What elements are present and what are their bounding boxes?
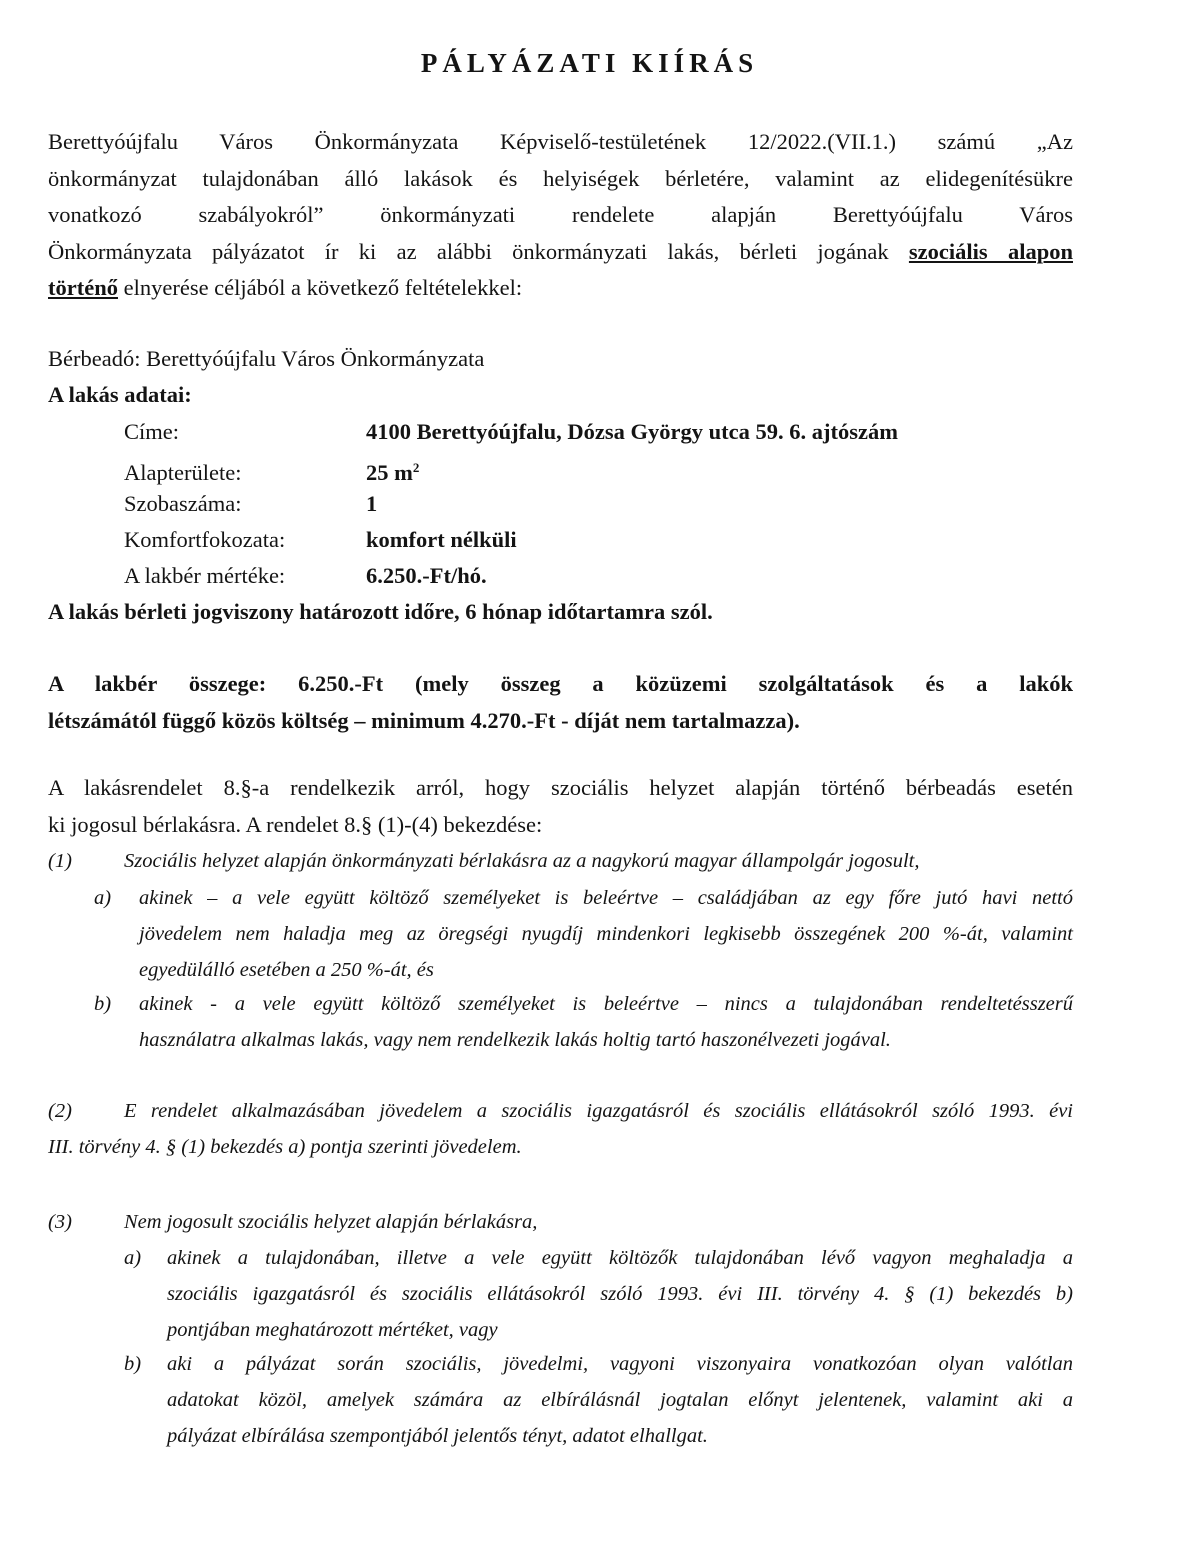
- intro-line: Berettyóújfalu Város Önkormányzata Képviselő-testületének 12/2022.(VII.1.) számú „Az: [48, 129, 1073, 154]
- section-3-item-a: akinek a tulajdonában, illetve a vele együtt költözők tulajdonában lévő vagyon meghaladja a szociális igazgatásról és szociális ellátásokról szóló 1993. évi III. törvény 4. § (1) bekezdés b) pontjában meghatározott mértéket, vagy: [167, 1247, 1073, 1341]
- row-label: Címe:: [124, 419, 179, 444]
- intro-line: önkormányzat tulajdonában álló lakások és helyiségek bérletére, valamint az elidegenítésükre: [48, 165, 1073, 191]
- section-1-text: Szociális helyzet alapján önkormányzati bérlakásra az a nagykorú magyar állampolgár jogosult,: [124, 850, 920, 872]
- row-value: 4100 Berettyóújfalu, Dózsa György utca 59. 6. ajtószám: [366, 419, 899, 444]
- apartment-row-address: [124, 414, 898, 450]
- document-title: PÁLYÁZATI KIÍRÁS: [420, 48, 759, 78]
- row-value: 6.250.-Ft/hó.: [366, 563, 487, 588]
- rent-notice: A lakbér összege: 6.250.-Ft (mely összeg a közüzemi szolgáltatások és a lakók létszámától függő közös költség – minimum 4.270.-Ft - díját nem tartalmazza).: [48, 671, 1073, 733]
- item-marker: b): [94, 993, 112, 1015]
- section-1-item-a: akinek – a vele együtt költöző személyeket is beleértve – családjában az egy főre jutó havi nettó jövedelem nem haladja meg az öregségi nyugdíj mindenkori legkisebb összegének 200 %-át, valamint egyedülálló esetében a 250 %-át, és: [139, 887, 1073, 981]
- lease-term: A lakás bérleti jogviszony határozott időre, 6 hónap időtartamra szól.: [48, 599, 713, 624]
- apartment-row-rooms: [124, 486, 377, 522]
- section-2-line2: III. törvény 4. § (1) bekezdés a) pontja szerinti jövedelem.: [48, 1136, 522, 1158]
- item-marker: b): [124, 1353, 142, 1375]
- intro-paragraph: [48, 124, 1073, 307]
- section-number: (1): [48, 850, 72, 872]
- underlined-emphasis: szociális alapon: [908, 238, 1073, 264]
- item-marker: a): [94, 887, 112, 909]
- section-3-item-b: aki a pályázat során szociális, jövedelmi, vagyoni viszonyaira vonatkozóan olyan valótlan adatokat közöl, amelyek számára az elbírálásnál jogtalan előnyt jelentenek, valamint aki a pályázat elbírálása szempontjából jelentős tényt, adatot elhallgat.: [167, 1353, 1073, 1447]
- row-label: Szobaszáma:: [124, 491, 242, 516]
- apartment-heading: A lakás adatai:: [48, 382, 192, 407]
- intro-line: Önkormányzata pályázatot ír ki az alábbi önkormányzati lakás, bérleti jogának szociális alapon: [48, 238, 1073, 264]
- row-value: komfort nélküli: [366, 527, 517, 552]
- row-label: A lakbér mértéke:: [124, 563, 286, 588]
- section-3-text: Nem jogosult szociális helyzet alapján bérlakásra,: [124, 1211, 538, 1233]
- row-value: 1: [366, 491, 378, 516]
- row-label: Komfortfokozata:: [124, 527, 286, 552]
- intro-line: vonatkozó szabályokról” önkormányzati rendelete alapján Berettyóújfalu Város: [48, 202, 1073, 227]
- underlined-emphasis: történő: [48, 275, 118, 300]
- section-1-item-b: akinek - a vele együtt költöző személyeket is beleértve – nincs a tulajdonában rendeltetésszerű használatra alkalmas lakás, vagy nem rendelkezik lakás holtig tartó haszonélvezeti jogával.: [139, 993, 1073, 1051]
- row-value: 25 $m^2$: [366, 460, 420, 485]
- apartment-row-area: [124, 450, 419, 491]
- section-number: (3): [48, 1211, 72, 1233]
- row-label: Alapterülete:: [124, 460, 242, 485]
- item-marker: a): [124, 1247, 142, 1269]
- landlord-line: Bérbeadó: Berettyóújfalu Város Önkormányzata: [48, 346, 485, 371]
- decree-intro: A lakásrendelet 8.§-a rendelkezik arról, hogy szociális helyzet alapján történő bérbeadás esetén ki jogosul bérlakásra. A rendelet 8.§ (1)-(4) bekezdése:: [48, 775, 1073, 837]
- section-2-line1: E rendelet alkalmazásában jövedelem a szociális igazgatásról és szociális ellátásokról szóló 1993. évi: [124, 1100, 1073, 1122]
- apartment-row-rent: [124, 558, 487, 594]
- intro-line: történő elnyerése céljából a következő feltételekkel:: [48, 275, 523, 300]
- section-number: (2): [48, 1100, 72, 1122]
- apartment-row-comfort: [124, 522, 517, 558]
